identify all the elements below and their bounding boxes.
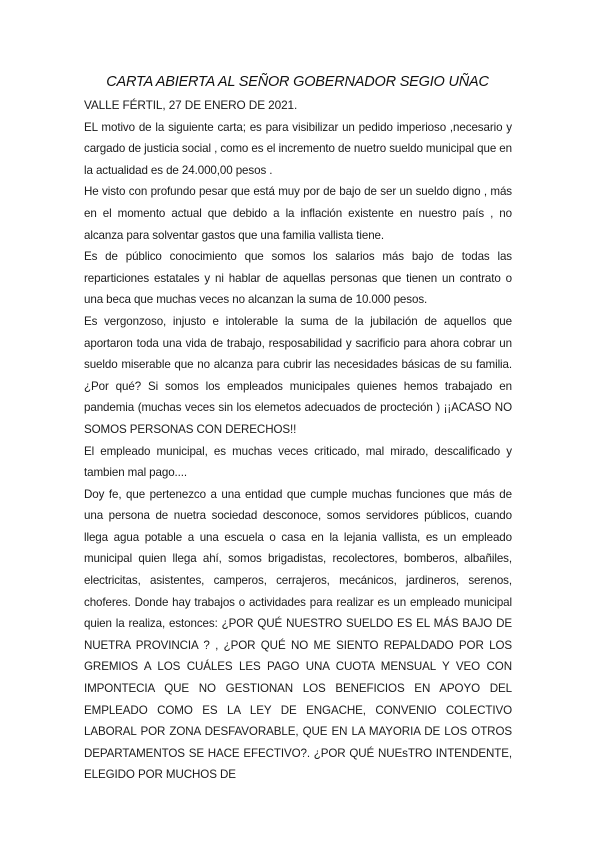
paragraph-2: He visto con profundo pesar que está muy por de bajo de ser un sueldo digno , más en el momento actual que debido a la inflación existente en nuestro país , no alcanza para solventar gastos que una familia vallista tiene. [84,185,512,242]
paragraph-5: El empleado municipal, es muchas veces criticado, mal mirado, descalificado y tambien mal pago.... [84,444,512,480]
paragraph-3: Es de público conocimiento que somos los salarios más bajo de todas las reparticiones estatales y ni hablar de aquellas personas que tienen un contrato o una beca que muchas veces no alcanzan la suma de 10.000 pesos. [84,250,512,307]
paragraph-1: EL motivo de la siguiente carta; es para visibilizar un pedido imperioso ,necesario y cargado de justicia social , como es el incremento de nuetro sueldo municipal que en la actualidad es de 24.000,00 pesos . [84,120,512,177]
letter-title: CARTA ABIERTA AL SEÑOR GOBERNADOR SEGIO UÑAC [106,74,489,90]
paragraph-6: Doy fe, que pertenezco a una entidad que cumple muchas funciones que más de una persona de nuetra sociedad desconoce, somos servidores públicos, cuando llega agua potable a una escuela o casa en la lejania vallista, es un empleado municipal quien llega ahí, somos brigadistas, recolectores, bomberos, albañiles, electricitas, asistentes, camperos, cerrajeros, mecánicos, jardineros, serenos, choferes. Donde hay trabajos o actividades para realizar es un empleado municipal quien la realiza, estonces: ¿POR QUÉ NUESTRO SUELDO ES EL MÁS BAJO DE NUETRA PROVINCIA ? , ¿POR QUÉ NO ME SIENTO REPALDADO POR LOS GREMIOS A LOS CUÁLES LES PAGO UNA CUOTA MENSUAL Y VEO CON IMPONTECIA QUE NO GESTIONAN LOS BENEFICIOS EN APOYO DEL EMPLEADO COMO ES LA LEY DE ENGACHE, CONVENIO COLECTIVO LABORAL POR ZONA DESFAVORABLE, QUE EN LA MAYORIA DE LOS OTROS DEPARTAMENTOS SE HACE EFECTIVO?. ¿POR QUÉ NUEsTRO INTENDENTE, ELEGIDO POR MUCHOS DE [84,487,512,782]
paragraph-4: Es vergonzoso, injusto e intolerable la suma de la jubilación de aquellos que aportaron toda una vida de trabajo, resposabilidad y sacrificio para ahora cobrar un sueldo miserable que no alcanza para cubrir las necesidades básicas de su familia. ¿Por qué? Si somos los empleados municipales quienes hemos trabajado en pandemia (muchas veces sin los elemetos adecuados de procteción ) ¡¡ACASO NO SOMOS PERSONAS CON DERECHOS!! [84,314,512,436]
letter-body [84,95,512,786]
date-line: VALLE FÉRTIL, 27 DE ENERO DE 2021. [84,98,298,112]
